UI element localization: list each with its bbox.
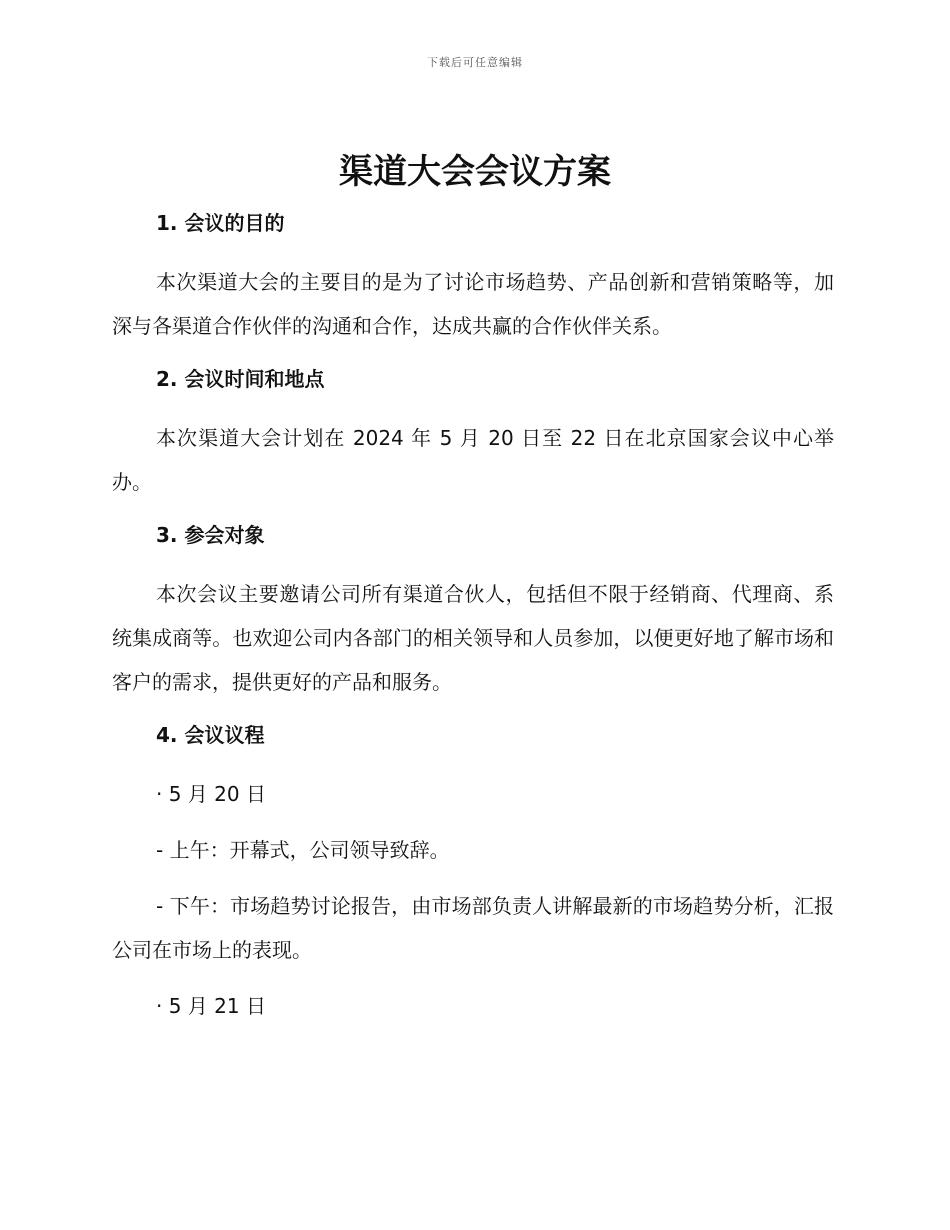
agenda-morning-item: - 上午：开幕式，公司领导致辞。 xyxy=(156,838,450,862)
section-paragraph-time-location: 本次渠道大会计划在 2024 年 5 月 20 日至 22 日在北京国家会议中心举办。 xyxy=(112,426,834,494)
page-title: 渠道大会会议方案 xyxy=(339,152,611,192)
header-note: 下载后可任意编辑 xyxy=(427,56,523,69)
section-paragraph-attendees: 本次会议主要邀请公司所有渠道合伙人，包括但不限于经销商、代理商、系统集成商等。也欢迎公司内各部门的相关领导和人员参加，以便更好地了解市场和客户的需求，提供更好的产品和服务。 xyxy=(112,582,834,694)
section-heading-agenda: 4. 会议议程 xyxy=(156,723,265,747)
section-heading-attendees: 3. 参会对象 xyxy=(156,523,265,547)
section-paragraph-purpose: 本次渠道大会的主要目的是为了讨论市场趋势、产品创新和营销策略等，加深与各渠道合作伙伴的沟通和合作，达成共赢的合作伙伴关系。 xyxy=(112,270,834,338)
section-heading-time-location: 2. 会议时间和地点 xyxy=(156,367,325,391)
agenda-afternoon-item: - 下午：市场趋势讨论报告，由市场部负责人讲解最新的市场趋势分析，汇报公司在市场上的表现。 xyxy=(112,894,834,962)
agenda-day-may-20: · 5 月 20 日 xyxy=(156,782,266,806)
document-body xyxy=(112,204,834,1040)
agenda-day-may-21: · 5 月 21 日 xyxy=(156,994,266,1018)
section-heading-purpose: 1. 会议的目的 xyxy=(156,211,285,235)
